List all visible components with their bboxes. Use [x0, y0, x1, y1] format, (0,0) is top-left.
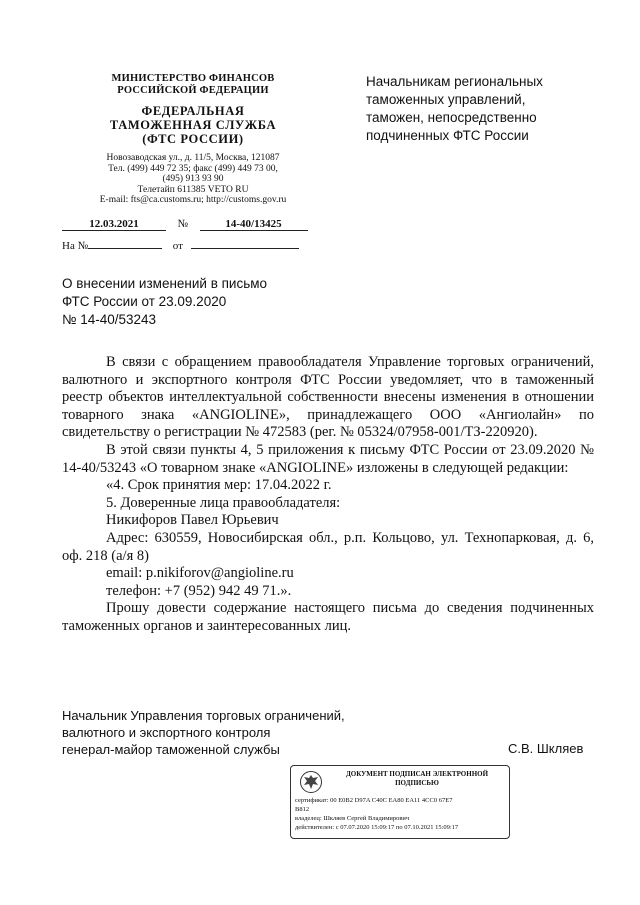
paragraph-1: В связи с обращением правообладателя Управление торговых ограничений, валютного и экспортного контроля ФТС России уведомляет, что в таможенный реестр объектов интеллектуальной собственности внесены изменения в отношении товарного знака «ANGIOLINE», принадлежащего ООО «Ангиолайн» по свидетельству о регистрации № 472583 (рег. № 05324/07958-001/ТЗ-220920). [62, 354, 594, 441]
service-name: ФЕДЕРАЛЬНАЯ ТАМОЖЕННАЯ СЛУЖБА (ФТС РОССИИ) [109, 104, 277, 146]
eagle-emblem-icon [299, 770, 323, 794]
addressee: Начальникам региональных таможенных управлений, таможен, непосредственно подчиненных ФТС России [366, 74, 543, 143]
stamp-details: сертификат: 00 E0B2 D97A C40C EA80 EA11 4CC0 67E7 B812 владелец: Шкляев Сергей Владимирович действителен: с 07.07.2020 15:09:17 по 07.10.2021 15:09:17 [295, 797, 459, 831]
item-5: 5. Доверенные лица правообладателя: [106, 494, 341, 511]
registration-date: 12.03.2021 [62, 218, 166, 231]
reference-line: На № от [62, 240, 299, 252]
e-signature-stamp [290, 765, 510, 839]
paragraph-2: В этой связи пункты 4, 5 приложения к письму ФТС России от 23.09.2020 № 14-40/53243 «О товарном знаке «ANGIOLINE» изложены в следующей редакции: [62, 441, 594, 476]
letter-subject: О внесении изменений в письмо ФТС России от 23.09.2020 № 14-40/53243 [62, 276, 268, 327]
trusted-email: email: p.nikiforov@angioline.ru [106, 565, 294, 582]
registration-number: 14-40/13425 [200, 218, 308, 231]
trusted-person: Никифоров Павел Юрьевич [106, 512, 279, 529]
ministry-name: МИНИСТЕРСТВО ФИНАНСОВ РОССИЙСКОЙ ФЕДЕРАЦИИ [111, 73, 275, 96]
signatory-name: С.В. Шкляев [508, 741, 584, 756]
signatory-position: Начальник Управления торговых ограничений, валютного и экспортного контроля генерал-майор таможенной службы [62, 708, 345, 757]
registration-line: 12.03.2021 № 14-40/13425 [62, 218, 308, 231]
letter-body [62, 354, 594, 636]
item-4: «4. Срок принятия мер: 17.04.2022 г. [106, 477, 332, 494]
trusted-phone: телефон: +7 (952) 942 49 71.». [106, 582, 292, 599]
trusted-address: Адрес: 630559, Новосибирская обл., р.п. Кольцово, ул. Технопарковая, д. 6, оф. 218 (а/я 8) [62, 529, 594, 564]
stamp-title: ДОКУМЕНТ ПОДПИСАН ЭЛЕКТРОННОЙ ПОДПИСЬЮ [345, 770, 489, 787]
sender-address: Новозаводская ул., д. 11/5, Москва, 121087 Тел. (499) 449 72 35; факс (499) 449 73 00, (495) 913 93 90 Телетайп 611385 VETO RU E-mail: fts@ca.customs.ru; http://customs.gov.ru [99, 153, 287, 205]
paragraph-3: Прошу довести содержание настоящего письма до сведения подчиненных таможенных органов и заинтересованных лиц. [62, 600, 594, 634]
